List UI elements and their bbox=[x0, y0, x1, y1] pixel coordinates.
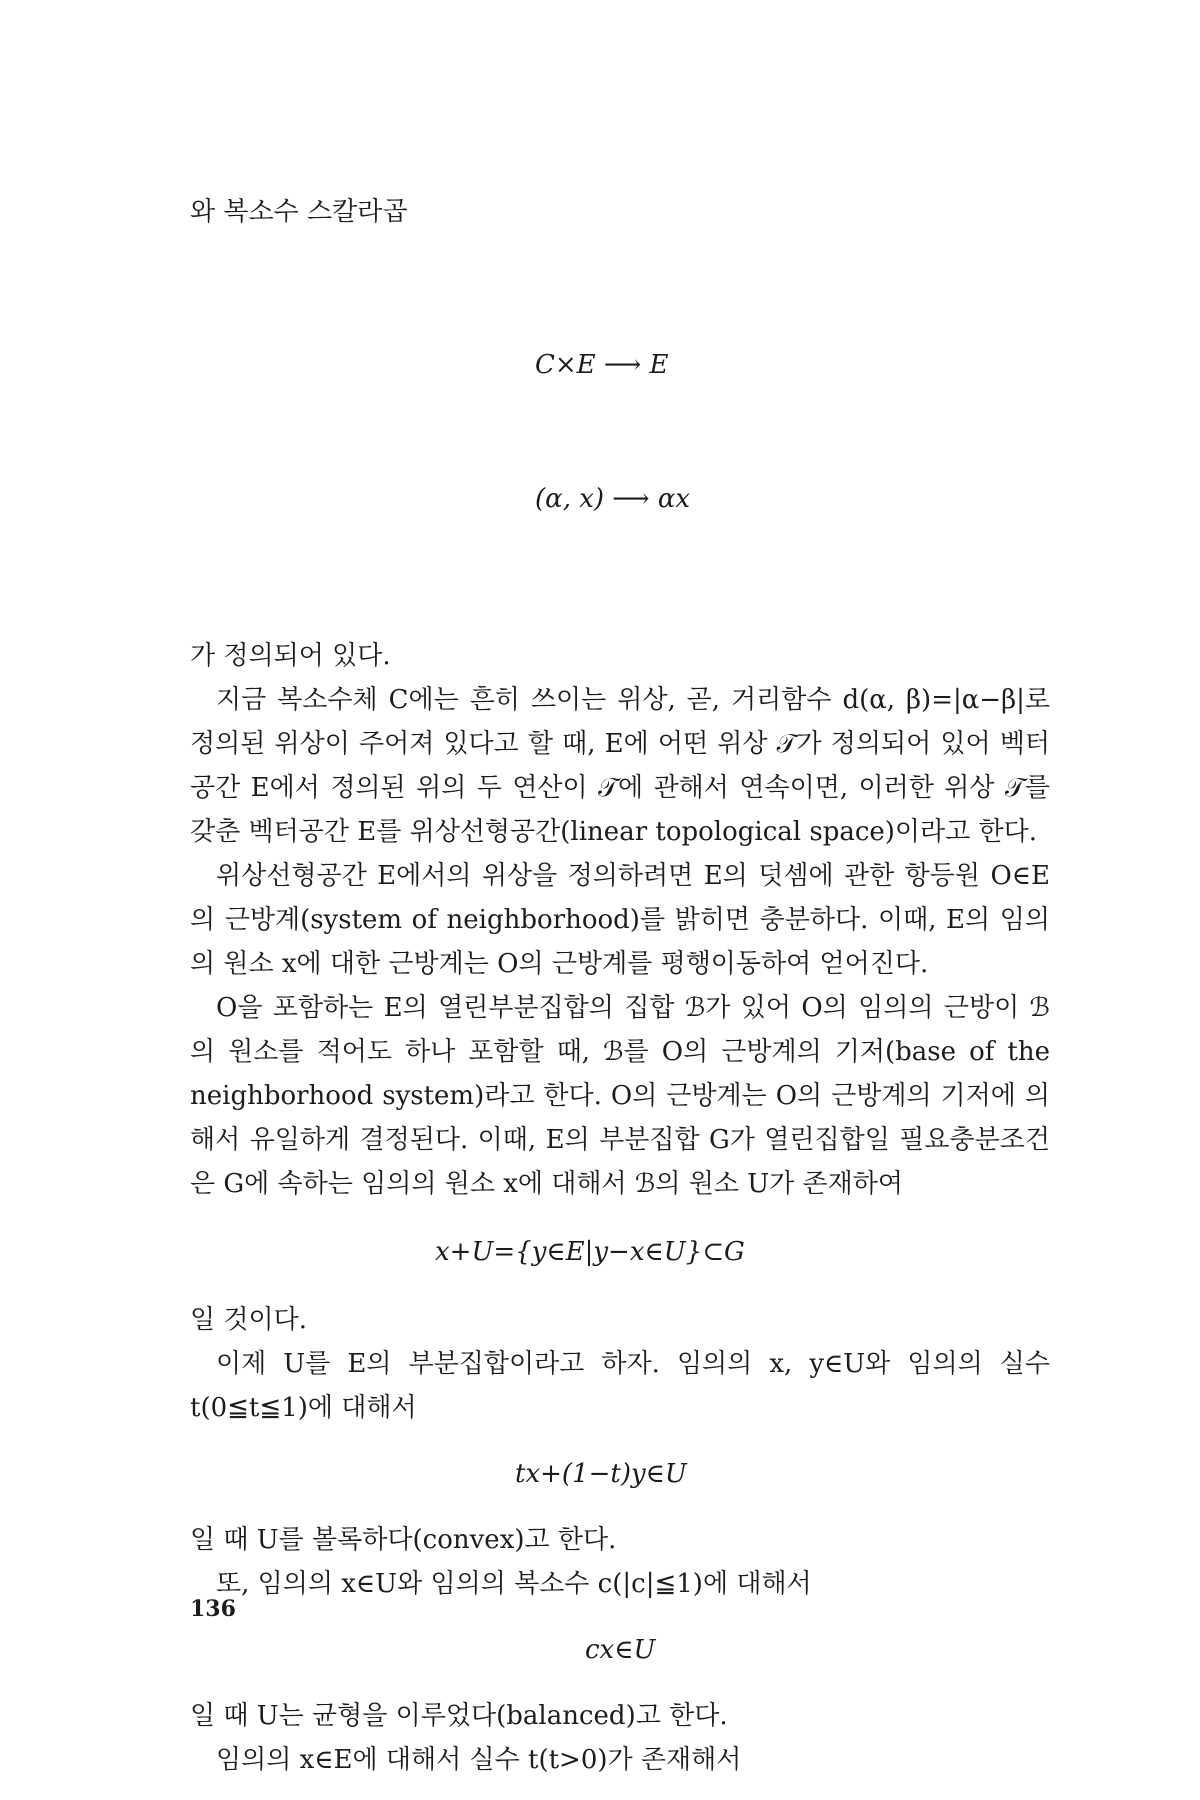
math-line: C×E ⟶ E bbox=[535, 350, 669, 380]
paragraph-balanced-def: 또, 임의의 x∈U와 임의의 복소수 c(|c|≦1)에 대해서 bbox=[216, 1569, 812, 1599]
math-display-scalar-multiplication bbox=[190, 254, 1050, 610]
paragraph: 와 복소수 스칼라곱 bbox=[190, 197, 408, 227]
paragraph: 일 것이다. bbox=[190, 1305, 307, 1335]
paragraph-absorbing-start: 임의의 x∈E에 대해서 실수 t(t>0)가 존재해서 bbox=[216, 1745, 742, 1775]
paragraph-linear-topological-space: 지금 복소수체 C에는 흔히 쓰이는 위상, 곧, 거리함수 d(α, β)=|α−β|로 정의된 위상이 주어져 있다고 할 때, E에 어떤 위상 𝒯가 정의되어 있어 벡터공간 E에서 정의된 위의 두 연산이 𝒯에 관해서 연속이면, 이러한 위상 𝒯를 갖춘 벡터공간 E를 위상선형공간(linear topological space)이라고 한다. bbox=[190, 685, 1050, 847]
paragraph-system-of-neighborhood: 위상선형공간 E에서의 위상을 정의하려면 E의 덧셈에 관한 항등원 O∈E의 근방계(system of neighborhood)를 밝히면 충분하다. 이때, E의 임의의 원소 x에 대한 근방계는 O의 근방계를 평행이동하여 얻어진다. bbox=[190, 861, 1050, 979]
paragraph-neighborhood-base: O을 포함하는 E의 열린부분집합의 집합 ℬ가 있어 O의 임의의 근방이 ℬ의 원소를 적어도 하나 포함할 때, ℬ를 O의 근방계의 기저(base of the neighborhood system)라고 한다. O의 근방계는 O의 근방계의 기저에 의해서 유일하게 결정된다. 이때, E의 부분집합 G가 열린집합일 필요충분조건은 G에 속하는 임의의 원소 x에 대해서 ℬ의 원소 U가 존재하여 bbox=[190, 993, 1050, 1199]
math-display-convex: tx+(1−t)y∈U bbox=[515, 1459, 687, 1489]
page-number: 136 bbox=[190, 1596, 236, 1622]
page-body bbox=[190, 190, 1050, 1782]
math-display-balanced: cx∈U bbox=[585, 1635, 656, 1665]
math-display-open-set: x+U={y∈E|y−x∈U}⊂G bbox=[435, 1237, 745, 1267]
paragraph: 가 정의되어 있다. bbox=[190, 641, 391, 671]
paragraph-convex-def: 이제 U를 E의 부분집합이라고 하자. 임의의 x, y∈U와 임의의 실수 t(0≦t≦1)에 대해서 bbox=[190, 1349, 1050, 1423]
paragraph: 일 때 U를 볼록하다(convex)고 한다. bbox=[190, 1525, 617, 1555]
math-line: (α, x) ⟶ αx bbox=[535, 484, 691, 514]
paragraph: 일 때 U는 균형을 이루었다(balanced)고 한다. bbox=[190, 1701, 728, 1731]
